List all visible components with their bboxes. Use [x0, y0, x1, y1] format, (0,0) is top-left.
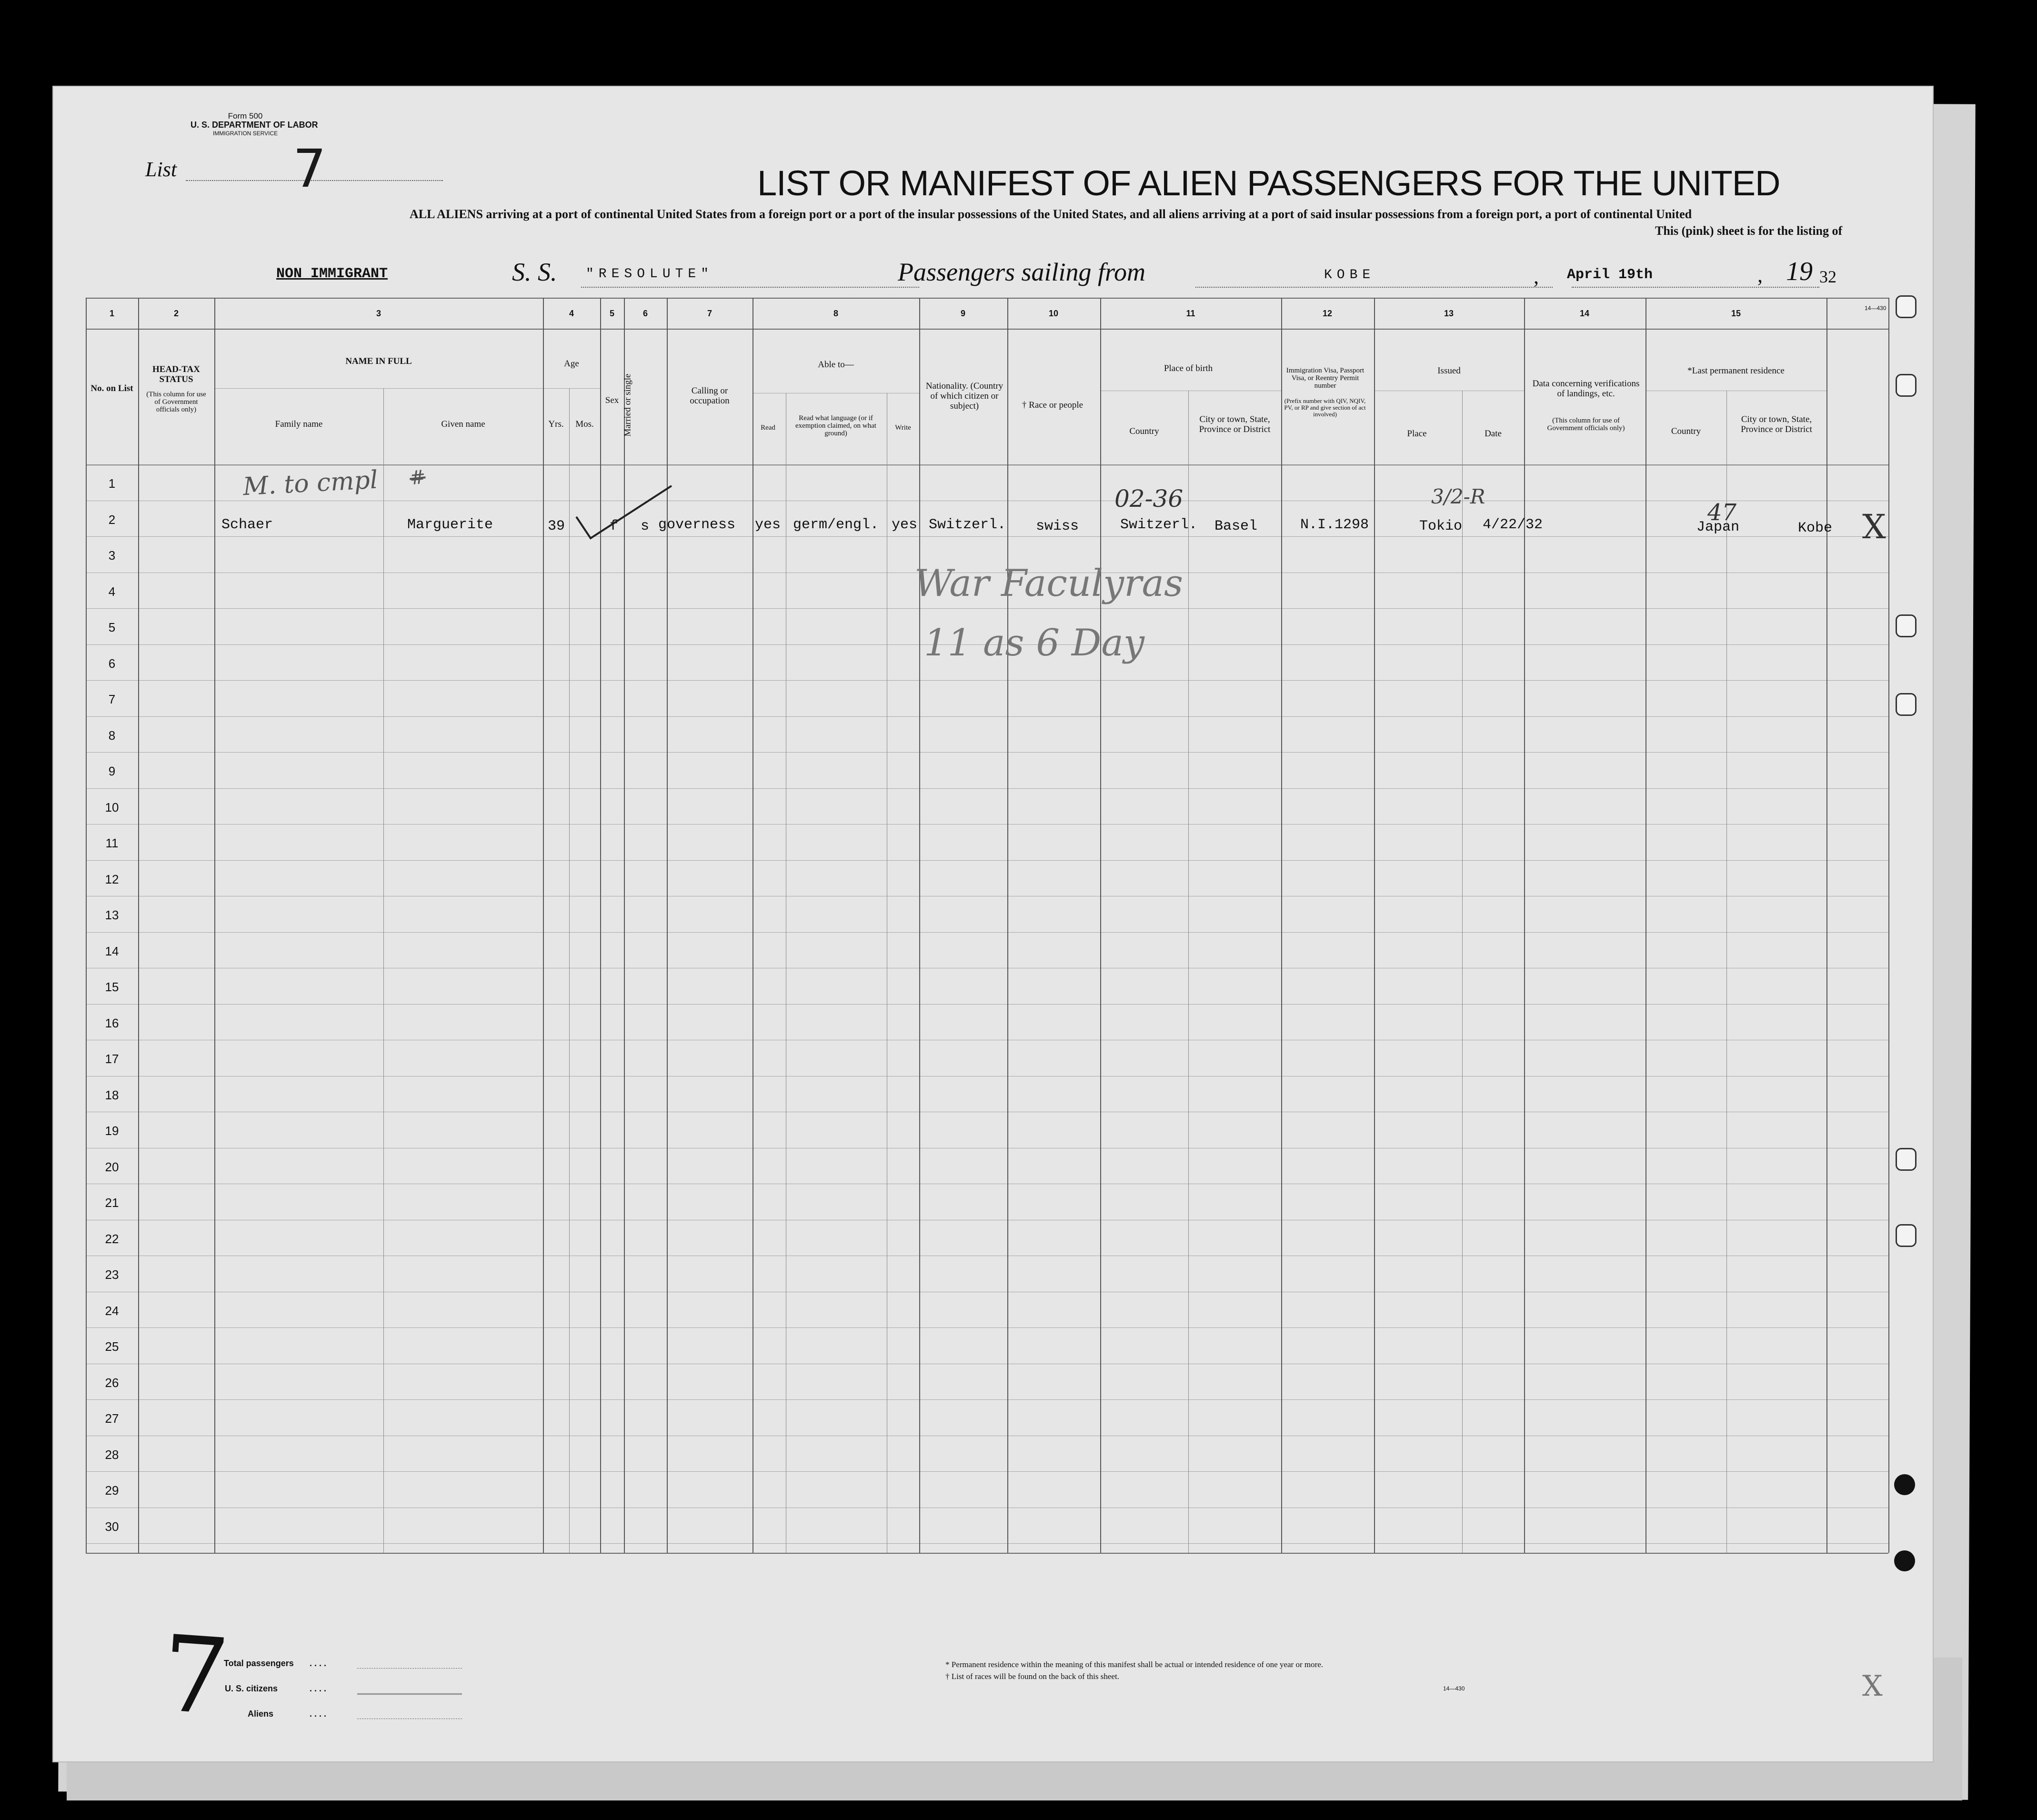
row-line — [86, 1004, 1888, 1005]
manifest-grid — [52, 86, 1934, 1762]
manifest-title: LIST OR MANIFEST OF ALIEN PASSENGERS FOR THE UNITED — [757, 163, 1780, 203]
row-number: 3 — [108, 548, 116, 563]
service: IMMIGRATION SERVICE — [212, 130, 278, 137]
subheader-line — [543, 388, 600, 389]
binder-hole — [1896, 1224, 1917, 1247]
class-label: NON IMMIGRANT — [276, 266, 388, 282]
column-number: 6 — [642, 309, 648, 318]
issued-date: 4/22/32 — [1483, 517, 1543, 533]
row-number: 11 — [105, 836, 119, 850]
row-number: 15 — [105, 980, 119, 994]
aliens-label: Aliens — [248, 1709, 274, 1719]
handwritten-birth-code: 02-36 — [1114, 485, 1184, 513]
age-years: 39 — [548, 518, 565, 534]
column-number: 12 — [1322, 309, 1333, 318]
hdr-birth-country: Country — [1129, 426, 1159, 436]
row-number: 21 — [105, 1196, 119, 1210]
handwritten-stamp-2: 11 as 6 Day — [924, 622, 1144, 664]
column-number: 7 — [707, 309, 712, 318]
write: yes — [892, 517, 918, 533]
subcolumn-line — [569, 388, 570, 1553]
row-number: 25 — [105, 1339, 119, 1354]
x-mark-bottom: X — [1862, 1669, 1883, 1703]
hdr-read-lang: Read what language (or if exemption claimed, on what ground) — [795, 414, 876, 437]
hdr-no-on-list: No. on List — [90, 383, 133, 393]
footnote-2: † List of races will be found on the back of this sheet. — [945, 1672, 1119, 1681]
issued-place: Tokio — [1419, 518, 1463, 534]
column-line — [1374, 298, 1375, 1553]
rule-line — [86, 329, 1888, 330]
row-number: 28 — [105, 1447, 119, 1462]
row-line — [86, 1327, 1888, 1328]
hdr-data-concerning: Data concerning verifications of landings, etc. — [1532, 379, 1640, 399]
binder-hole-filled — [1894, 1550, 1915, 1571]
x-mark: X — [1862, 507, 1886, 546]
row-line — [86, 536, 1888, 537]
year-prefix: 19 — [1786, 257, 1813, 286]
us-citizens-label: U. S. citizens — [225, 1684, 278, 1693]
row-number: 30 — [105, 1519, 119, 1534]
binder-hole — [1896, 693, 1917, 716]
row-number: 7 — [108, 692, 116, 706]
handwritten-residence-code: 47 — [1707, 499, 1737, 526]
hdr-nationality: Nationality. (Country of which citizen or subject) — [925, 381, 1003, 411]
subcolumn-line — [383, 388, 384, 1553]
row-number: 12 — [105, 872, 119, 886]
sailing-date: April 19th — [1567, 267, 1653, 283]
handwritten-stamp-1: War Faculyras — [914, 562, 1184, 605]
footnote-1: * Permanent residence within the meaning of this manifest shall be actual or intended residence of one year or more. — [945, 1660, 1324, 1669]
birth-country: Switzerl. — [1120, 517, 1198, 533]
subcolumn-line — [1462, 391, 1463, 1553]
row-number: 9 — [108, 764, 116, 778]
handwritten-strikeout: # — [408, 466, 427, 490]
handwritten-tally: 7 — [158, 1612, 233, 1739]
column-number: 2 — [173, 309, 179, 318]
column-number: 9 — [960, 309, 965, 318]
total-passengers-line — [357, 1668, 462, 1669]
calling: governess — [658, 517, 736, 533]
rule-line — [86, 1553, 1888, 1554]
column-number: 11 — [1186, 309, 1195, 318]
binder-hole-filled — [1894, 1474, 1915, 1495]
column-line — [919, 298, 920, 1553]
row-number: 1 — [108, 476, 116, 491]
row-number: 26 — [105, 1375, 119, 1390]
row-number: 5 — [108, 620, 116, 634]
hdr-write: Write — [895, 424, 911, 432]
column-line — [1826, 298, 1827, 1553]
row-line — [86, 1399, 1888, 1400]
hdr-read: Read — [761, 424, 775, 432]
column-line — [543, 298, 544, 1553]
subcolumn-line — [1726, 391, 1727, 1553]
hdr-issued-place: Place — [1407, 429, 1427, 439]
read: yes — [755, 517, 781, 533]
column-line — [86, 298, 87, 1553]
family-name: Schaer — [221, 517, 273, 533]
year-suffix: 32 — [1819, 267, 1836, 286]
rule-line — [86, 298, 1888, 299]
binder-hole — [1896, 1148, 1917, 1171]
port-name: KOBE — [1324, 268, 1375, 282]
hdr-visa: Immigration Visa, Passport Visa, or Reentry Permit number — [1286, 367, 1365, 390]
hdr-issued: Issued — [1437, 366, 1461, 376]
hdr-birth-city: City or town, State, Province or District — [1199, 414, 1271, 434]
hdr-issued-date: Date — [1485, 429, 1502, 439]
row-line — [86, 680, 1888, 681]
row-number: 19 — [105, 1124, 119, 1138]
column-number: 15 — [1731, 309, 1741, 318]
row-number: 22 — [105, 1231, 119, 1246]
sailing-label: Passengers sailing from — [898, 258, 1146, 286]
row-line — [86, 464, 1888, 465]
row-number: 17 — [105, 1052, 119, 1066]
row-line — [86, 824, 1888, 825]
corner-code: 14—430 — [1865, 305, 1886, 312]
list-label: List — [145, 158, 177, 181]
hdr-family-name: Family name — [275, 419, 323, 429]
checkmark-icon — [572, 481, 676, 543]
department: U. S. DEPARTMENT OF LABOR — [191, 120, 318, 130]
hdr-name-in-full: NAME IN FULL — [345, 356, 412, 366]
column-number: 1 — [109, 309, 114, 318]
row-line — [86, 1471, 1888, 1472]
row-number: 23 — [105, 1267, 119, 1282]
row-number: 16 — [105, 1016, 119, 1030]
row-line — [86, 932, 1888, 933]
visa-number: N.I.1298 — [1300, 517, 1369, 533]
manifest-sheet — [52, 86, 1934, 1762]
row-number: 10 — [105, 800, 119, 814]
form-number: Form 500 — [228, 111, 263, 121]
column-line — [1888, 298, 1889, 1553]
row-number: 24 — [105, 1303, 119, 1318]
column-number: 3 — [376, 309, 381, 318]
row-number: 6 — [108, 656, 116, 671]
total-passengers-label: Total passengers — [224, 1659, 294, 1668]
language: germ/engl. — [793, 517, 879, 533]
hdr-visa-note: (Prefix number with QIV, NQIV, PV, or RP and give section of act involved) — [1284, 397, 1366, 418]
row-number: 14 — [105, 944, 119, 958]
column-line — [1007, 298, 1008, 1553]
residence-country: Japan — [1696, 519, 1740, 535]
residence-city: Kobe — [1798, 520, 1833, 536]
row-line — [86, 716, 1888, 717]
column-line — [214, 298, 215, 1553]
sex: f — [610, 518, 619, 534]
hdr-res-city: City or town, State, Province or District — [1741, 414, 1812, 434]
column-number: 13 — [1444, 309, 1454, 318]
race: swiss — [1036, 518, 1079, 534]
aliens-dots: . . . . — [310, 1709, 327, 1719]
row-line — [86, 752, 1888, 753]
row-line — [86, 1543, 1888, 1544]
us-citizens-line — [357, 1693, 462, 1695]
row-line — [86, 608, 1888, 609]
nationality: Switzerl. — [929, 517, 1006, 533]
us-citizens-dots: . . . . — [310, 1684, 327, 1693]
ss-label: S. S. — [512, 258, 557, 286]
row-number: 18 — [105, 1087, 119, 1102]
footnote-code: 14—430 — [1443, 1685, 1465, 1692]
hdr-mos: Mos. — [575, 419, 594, 429]
column-number: 14 — [1579, 309, 1590, 318]
column-number: 8 — [833, 309, 838, 318]
hdr-res-country: Country — [1671, 426, 1701, 436]
hdr-head-tax: HEAD-TAX STATUS — [152, 364, 200, 384]
hdr-yrs: Yrs. — [548, 419, 564, 429]
row-number: 2 — [108, 512, 116, 527]
row-line — [86, 860, 1888, 861]
column-line — [138, 298, 139, 1553]
column-line — [1281, 298, 1282, 1553]
column-line — [1524, 298, 1525, 1553]
handwritten-visa-note: 3/2-R — [1431, 485, 1485, 508]
total-passengers-dots: . . . . — [310, 1659, 327, 1668]
subcolumn-line — [1188, 391, 1189, 1553]
subheader-line — [214, 388, 543, 389]
hdr-given-name: Given name — [441, 419, 485, 429]
list-number: 7 — [293, 138, 326, 199]
row-line — [86, 788, 1888, 789]
given-name: Marguerite — [407, 517, 493, 533]
married-or-single: s — [641, 518, 650, 534]
hdr-calling: Calling or occupation — [690, 386, 730, 406]
handwritten-note-top: M. to cmpl — [242, 465, 379, 502]
subtitle-line-2: This (pink) sheet is for the listing of — [1655, 224, 1843, 238]
subtitle-line-1: ALL ALIENS arriving at a port of continental United States from a foreign port or a port of the insular possessions of the United States, and all aliens arriving at a port of said insular possessions from a foreign port, a port of continental United — [410, 207, 1692, 221]
hdr-head-tax-note: (This column for use of Government officials only) — [146, 391, 206, 413]
row-number: 4 — [108, 584, 116, 599]
comma-2: , — [1757, 263, 1763, 287]
binder-hole — [1896, 374, 1917, 397]
ship-name: "RESOLUTE" — [586, 267, 714, 282]
birth-city: Basel — [1214, 518, 1258, 534]
hdr-able-to: Able to— — [818, 360, 854, 370]
hdr-age: Age — [564, 359, 579, 369]
hdr-sex: Sex — [605, 395, 619, 405]
hdr-married: Married or single — [622, 373, 633, 437]
hdr-last-residence: *Last permanent residence — [1687, 366, 1785, 376]
hdr-data-note: (This column for use of Government officials only) — [1547, 417, 1625, 432]
hdr-place-of-birth: Place of birth — [1164, 363, 1213, 373]
binder-hole — [1896, 295, 1917, 318]
binder-hole — [1896, 614, 1917, 637]
column-number: 4 — [569, 309, 574, 318]
column-number: 5 — [609, 309, 614, 318]
column-number: 10 — [1048, 309, 1059, 318]
row-number: 8 — [108, 728, 116, 743]
row-number: 29 — [105, 1483, 119, 1498]
row-number: 13 — [105, 908, 119, 922]
hdr-race: † Race or people — [1022, 400, 1084, 410]
column-line — [1100, 298, 1101, 1553]
comma-1: , — [1534, 265, 1539, 288]
row-number: 27 — [105, 1411, 119, 1426]
row-number: 20 — [105, 1159, 119, 1174]
